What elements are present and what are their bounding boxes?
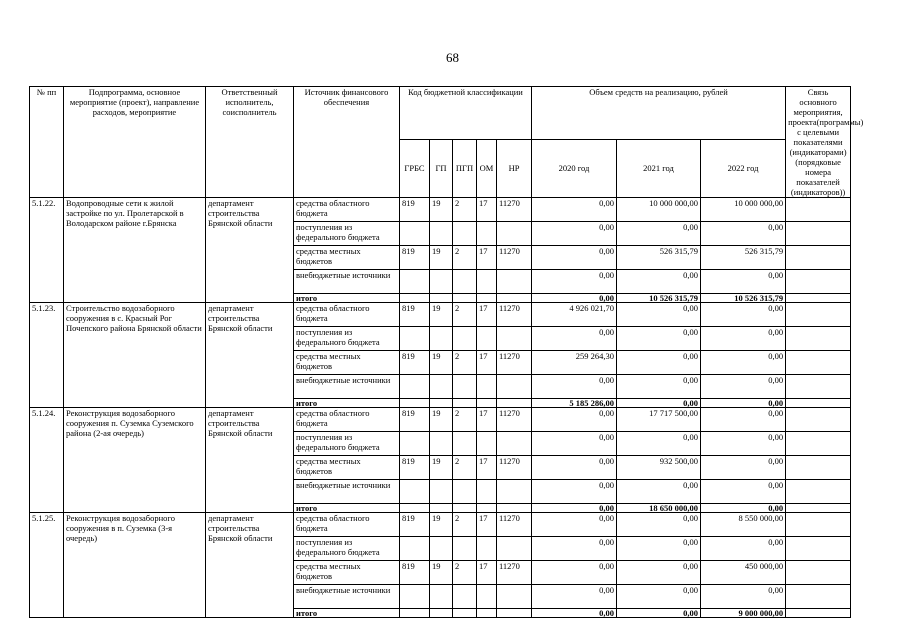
code-pgp: 2 bbox=[453, 408, 477, 432]
amount-2021: 0,00 bbox=[617, 513, 701, 537]
code-np: 11270 bbox=[497, 561, 532, 585]
link-cell bbox=[786, 561, 851, 585]
amount-2022: 526 315,79 bbox=[701, 246, 786, 270]
link-cell bbox=[786, 270, 851, 294]
amount-2021: 18 650 000,00 bbox=[617, 504, 701, 513]
amount-2020: 0,00 bbox=[532, 408, 617, 432]
code-gp: 19 bbox=[430, 408, 453, 432]
amount-2020: 0,00 bbox=[532, 432, 617, 456]
code-gp: 19 bbox=[430, 246, 453, 270]
item-responsible: департамент строительства Брянской области bbox=[206, 198, 294, 303]
code-np bbox=[497, 399, 532, 408]
code-np bbox=[497, 432, 532, 456]
code-grbs: 819 bbox=[400, 561, 430, 585]
amount-2022: 10 526 315,79 bbox=[701, 294, 786, 303]
code-om bbox=[477, 270, 497, 294]
code-om bbox=[477, 480, 497, 504]
item-number: 5.1.22. bbox=[30, 198, 64, 303]
code-pgp bbox=[453, 270, 477, 294]
link-cell bbox=[786, 198, 851, 222]
code-pgp: 2 bbox=[453, 456, 477, 480]
code-om bbox=[477, 609, 497, 618]
code-om: 17 bbox=[477, 561, 497, 585]
code-gp: 19 bbox=[430, 198, 453, 222]
amount-2020: 0,00 bbox=[532, 480, 617, 504]
amount-2020: 0,00 bbox=[532, 198, 617, 222]
code-np: 11270 bbox=[497, 303, 532, 327]
amount-2021: 0,00 bbox=[617, 222, 701, 246]
item-name: Строительство водозаборного сооружения в с. Красный Рог Почепского района Брянской области bbox=[64, 303, 206, 408]
code-om: 17 bbox=[477, 408, 497, 432]
header-om: ОМ bbox=[477, 139, 497, 197]
code-om bbox=[477, 294, 497, 303]
item-number: 5.1.24. bbox=[30, 408, 64, 513]
code-np bbox=[497, 294, 532, 303]
source-cell: итого bbox=[294, 399, 400, 408]
amount-2022: 0,00 bbox=[701, 432, 786, 456]
header-2020: 2020 год bbox=[532, 139, 617, 197]
code-grbs bbox=[400, 222, 430, 246]
header-budget-code: Код бюджетной классификации bbox=[400, 87, 532, 140]
code-grbs bbox=[400, 375, 430, 399]
amount-2021: 0,00 bbox=[617, 303, 701, 327]
code-pgp bbox=[453, 504, 477, 513]
source-cell: поступления из федерального бюджета bbox=[294, 222, 400, 246]
link-cell bbox=[786, 327, 851, 351]
code-gp bbox=[430, 375, 453, 399]
code-om bbox=[477, 327, 497, 351]
code-grbs bbox=[400, 432, 430, 456]
code-grbs: 819 bbox=[400, 303, 430, 327]
table-row bbox=[30, 408, 851, 432]
amount-2022: 0,00 bbox=[701, 351, 786, 375]
link-cell bbox=[786, 504, 851, 513]
code-np: 11270 bbox=[497, 246, 532, 270]
code-gp bbox=[430, 327, 453, 351]
header-np: НР bbox=[497, 139, 532, 197]
page-number: 68 bbox=[446, 50, 459, 65]
header-row bbox=[30, 87, 851, 140]
code-grbs: 819 bbox=[400, 351, 430, 375]
link-cell bbox=[786, 585, 851, 609]
code-gp bbox=[430, 270, 453, 294]
code-grbs bbox=[400, 585, 430, 609]
header-source: Источник финансового обеспечения bbox=[294, 87, 400, 198]
link-cell bbox=[786, 222, 851, 246]
code-pgp bbox=[453, 585, 477, 609]
link-cell bbox=[786, 537, 851, 561]
code-pgp bbox=[453, 609, 477, 618]
header-program: Подпрограмма, основное мероприятие (проект), направление расходов, мероприятие bbox=[64, 87, 206, 198]
table-row bbox=[30, 513, 851, 537]
source-cell: средства местных бюджетов bbox=[294, 246, 400, 270]
code-np bbox=[497, 585, 532, 609]
code-gp: 19 bbox=[430, 303, 453, 327]
code-om: 17 bbox=[477, 351, 497, 375]
amount-2022: 0,00 bbox=[701, 504, 786, 513]
link-cell bbox=[786, 294, 851, 303]
header-2021: 2021 год bbox=[617, 139, 701, 197]
code-grbs bbox=[400, 294, 430, 303]
code-grbs: 819 bbox=[400, 198, 430, 222]
amount-2021: 0,00 bbox=[617, 432, 701, 456]
code-grbs bbox=[400, 327, 430, 351]
code-grbs: 819 bbox=[400, 408, 430, 432]
code-om: 17 bbox=[477, 198, 497, 222]
amount-2020: 0,00 bbox=[532, 561, 617, 585]
amount-2022: 0,00 bbox=[701, 303, 786, 327]
code-gp bbox=[430, 432, 453, 456]
amount-2020: 0,00 bbox=[532, 222, 617, 246]
code-gp: 19 bbox=[430, 351, 453, 375]
amount-2021: 10 526 315,79 bbox=[617, 294, 701, 303]
code-grbs: 819 bbox=[400, 456, 430, 480]
code-gp bbox=[430, 537, 453, 561]
source-cell: поступления из федерального бюджета bbox=[294, 327, 400, 351]
code-np bbox=[497, 609, 532, 618]
source-cell: поступления из федерального бюджета bbox=[294, 537, 400, 561]
amount-2020: 0,00 bbox=[532, 537, 617, 561]
amount-2021: 17 717 500,00 bbox=[617, 408, 701, 432]
code-om bbox=[477, 432, 497, 456]
link-cell bbox=[786, 480, 851, 504]
amount-2022: 0,00 bbox=[701, 222, 786, 246]
item-responsible: департамент строительства Брянской области bbox=[206, 408, 294, 513]
code-grbs: 819 bbox=[400, 513, 430, 537]
amount-2022: 0,00 bbox=[701, 456, 786, 480]
link-cell bbox=[786, 303, 851, 327]
code-pgp bbox=[453, 537, 477, 561]
amount-2020: 4 926 021,70 bbox=[532, 303, 617, 327]
code-np bbox=[497, 270, 532, 294]
code-gp: 19 bbox=[430, 513, 453, 537]
amount-2021: 0,00 bbox=[617, 270, 701, 294]
item-name: Реконструкция водозаборного сооружения п. Суземка Суземского района (2-ая очередь) bbox=[64, 408, 206, 513]
amount-2022: 0,00 bbox=[701, 270, 786, 294]
code-gp bbox=[430, 504, 453, 513]
item-name: Реконструкция водозаборного сооружения в п. Суземка (3-я очередь) bbox=[64, 513, 206, 618]
code-gp bbox=[430, 294, 453, 303]
source-cell: средства областного бюджета bbox=[294, 303, 400, 327]
table-body bbox=[30, 198, 851, 618]
code-np: 11270 bbox=[497, 456, 532, 480]
code-np bbox=[497, 504, 532, 513]
amount-2022: 8 550 000,00 bbox=[701, 513, 786, 537]
amount-2021: 0,00 bbox=[617, 561, 701, 585]
code-om bbox=[477, 585, 497, 609]
code-grbs bbox=[400, 399, 430, 408]
amount-2022: 0,00 bbox=[701, 375, 786, 399]
header-num: № пп bbox=[30, 87, 64, 198]
code-np bbox=[497, 537, 532, 561]
amount-2022: 450 000,00 bbox=[701, 561, 786, 585]
item-number: 5.1.25. bbox=[30, 513, 64, 618]
code-np: 11270 bbox=[497, 408, 532, 432]
amount-2021: 0,00 bbox=[617, 399, 701, 408]
code-np: 11270 bbox=[497, 351, 532, 375]
amount-2022: 0,00 bbox=[701, 327, 786, 351]
code-pgp bbox=[453, 480, 477, 504]
code-om bbox=[477, 222, 497, 246]
item-responsible: департамент строительства Брянской области bbox=[206, 513, 294, 618]
link-cell bbox=[786, 456, 851, 480]
code-om bbox=[477, 375, 497, 399]
source-cell: внебюджетные источники bbox=[294, 585, 400, 609]
amount-2021: 10 000 000,00 bbox=[617, 198, 701, 222]
code-pgp bbox=[453, 432, 477, 456]
code-om: 17 bbox=[477, 246, 497, 270]
code-gp bbox=[430, 480, 453, 504]
code-grbs bbox=[400, 480, 430, 504]
link-cell bbox=[786, 399, 851, 408]
code-om bbox=[477, 504, 497, 513]
amount-2020: 0,00 bbox=[532, 246, 617, 270]
source-cell: итого bbox=[294, 294, 400, 303]
source-cell: средства местных бюджетов bbox=[294, 561, 400, 585]
code-pgp bbox=[453, 222, 477, 246]
code-pgp: 2 bbox=[453, 246, 477, 270]
source-cell: средства областного бюджета bbox=[294, 513, 400, 537]
source-cell: итого bbox=[294, 609, 400, 618]
code-pgp bbox=[453, 327, 477, 351]
amount-2020: 0,00 bbox=[532, 294, 617, 303]
item-name: Водопроводные сети к жилой застройке по ул. Пролетарской в Володарском районе г.Брянска bbox=[64, 198, 206, 303]
code-gp: 19 bbox=[430, 561, 453, 585]
code-om: 17 bbox=[477, 456, 497, 480]
amount-2021: 0,00 bbox=[617, 375, 701, 399]
amount-2020: 0,00 bbox=[532, 513, 617, 537]
source-cell: внебюджетные источники bbox=[294, 375, 400, 399]
link-cell bbox=[786, 609, 851, 618]
amount-2020: 0,00 bbox=[532, 270, 617, 294]
amount-2022: 0,00 bbox=[701, 537, 786, 561]
code-np bbox=[497, 480, 532, 504]
source-cell: средства областного бюджета bbox=[294, 198, 400, 222]
link-cell bbox=[786, 375, 851, 399]
amount-2021: 0,00 bbox=[617, 351, 701, 375]
code-pgp: 2 bbox=[453, 303, 477, 327]
amount-2021: 0,00 bbox=[617, 537, 701, 561]
code-gp bbox=[430, 585, 453, 609]
code-pgp bbox=[453, 375, 477, 399]
code-grbs bbox=[400, 609, 430, 618]
code-gp bbox=[430, 222, 453, 246]
code-om bbox=[477, 399, 497, 408]
source-cell: средства областного бюджета bbox=[294, 408, 400, 432]
header-link: Связь основного мероприятия, проекта(программы) с целевыми показателями (индикаторами) (порядковые номера показателей (индикаторов)) bbox=[786, 87, 851, 198]
source-cell: средства местных бюджетов bbox=[294, 351, 400, 375]
table-row bbox=[30, 303, 851, 327]
code-om: 17 bbox=[477, 513, 497, 537]
header-grbs: ГРБС bbox=[400, 139, 430, 197]
amount-2021: 0,00 bbox=[617, 609, 701, 618]
source-cell: средства местных бюджетов bbox=[294, 456, 400, 480]
amount-2020: 0,00 bbox=[532, 609, 617, 618]
code-pgp: 2 bbox=[453, 351, 477, 375]
code-gp bbox=[430, 399, 453, 408]
amount-2022: 9 000 000,00 bbox=[701, 609, 786, 618]
header-amount: Объем средств на реализацию, рублей bbox=[532, 87, 786, 140]
code-gp bbox=[430, 609, 453, 618]
header-responsible: Ответственный исполнитель, соисполнитель bbox=[206, 87, 294, 198]
code-om: 17 bbox=[477, 303, 497, 327]
code-pgp: 2 bbox=[453, 513, 477, 537]
amount-2021: 0,00 bbox=[617, 480, 701, 504]
source-cell: внебюджетные источники bbox=[294, 480, 400, 504]
amount-2022: 0,00 bbox=[701, 585, 786, 609]
code-pgp: 2 bbox=[453, 561, 477, 585]
link-cell bbox=[786, 432, 851, 456]
budget-table bbox=[29, 86, 864, 618]
code-np: 11270 bbox=[497, 513, 532, 537]
link-cell bbox=[786, 351, 851, 375]
header-2022: 2022 год bbox=[701, 139, 786, 197]
source-cell: внебюджетные источники bbox=[294, 270, 400, 294]
link-cell bbox=[786, 246, 851, 270]
code-np bbox=[497, 375, 532, 399]
source-cell: итого bbox=[294, 504, 400, 513]
amount-2022: 10 000 000,00 bbox=[701, 198, 786, 222]
amount-2020: 259 264,30 bbox=[532, 351, 617, 375]
amount-2021: 526 315,79 bbox=[617, 246, 701, 270]
amount-2022: 0,00 bbox=[701, 399, 786, 408]
amount-2022: 0,00 bbox=[701, 408, 786, 432]
code-np bbox=[497, 222, 532, 246]
link-cell bbox=[786, 408, 851, 432]
code-np: 11270 bbox=[497, 198, 532, 222]
header-gp: ГП bbox=[430, 139, 453, 197]
code-gp: 19 bbox=[430, 456, 453, 480]
source-cell: поступления из федерального бюджета bbox=[294, 432, 400, 456]
code-np bbox=[497, 327, 532, 351]
amount-2021: 0,00 bbox=[617, 585, 701, 609]
item-number: 5.1.23. bbox=[30, 303, 64, 408]
amount-2021: 932 500,00 bbox=[617, 456, 701, 480]
code-grbs bbox=[400, 537, 430, 561]
table-row bbox=[30, 198, 851, 222]
code-pgp bbox=[453, 399, 477, 408]
amount-2021: 0,00 bbox=[617, 327, 701, 351]
amount-2020: 0,00 bbox=[532, 504, 617, 513]
code-grbs: 819 bbox=[400, 246, 430, 270]
amount-2020: 0,00 bbox=[532, 327, 617, 351]
amount-2022: 0,00 bbox=[701, 480, 786, 504]
code-grbs bbox=[400, 504, 430, 513]
item-responsible: департамент строительства Брянской области bbox=[206, 303, 294, 408]
code-pgp bbox=[453, 294, 477, 303]
amount-2020: 0,00 bbox=[532, 585, 617, 609]
amount-2020: 0,00 bbox=[532, 456, 617, 480]
header-pgp: ПГП bbox=[453, 139, 477, 197]
amount-2020: 5 185 286,00 bbox=[532, 399, 617, 408]
amount-2020: 0,00 bbox=[532, 375, 617, 399]
code-pgp: 2 bbox=[453, 198, 477, 222]
code-grbs bbox=[400, 270, 430, 294]
link-cell bbox=[786, 513, 851, 537]
code-om bbox=[477, 537, 497, 561]
